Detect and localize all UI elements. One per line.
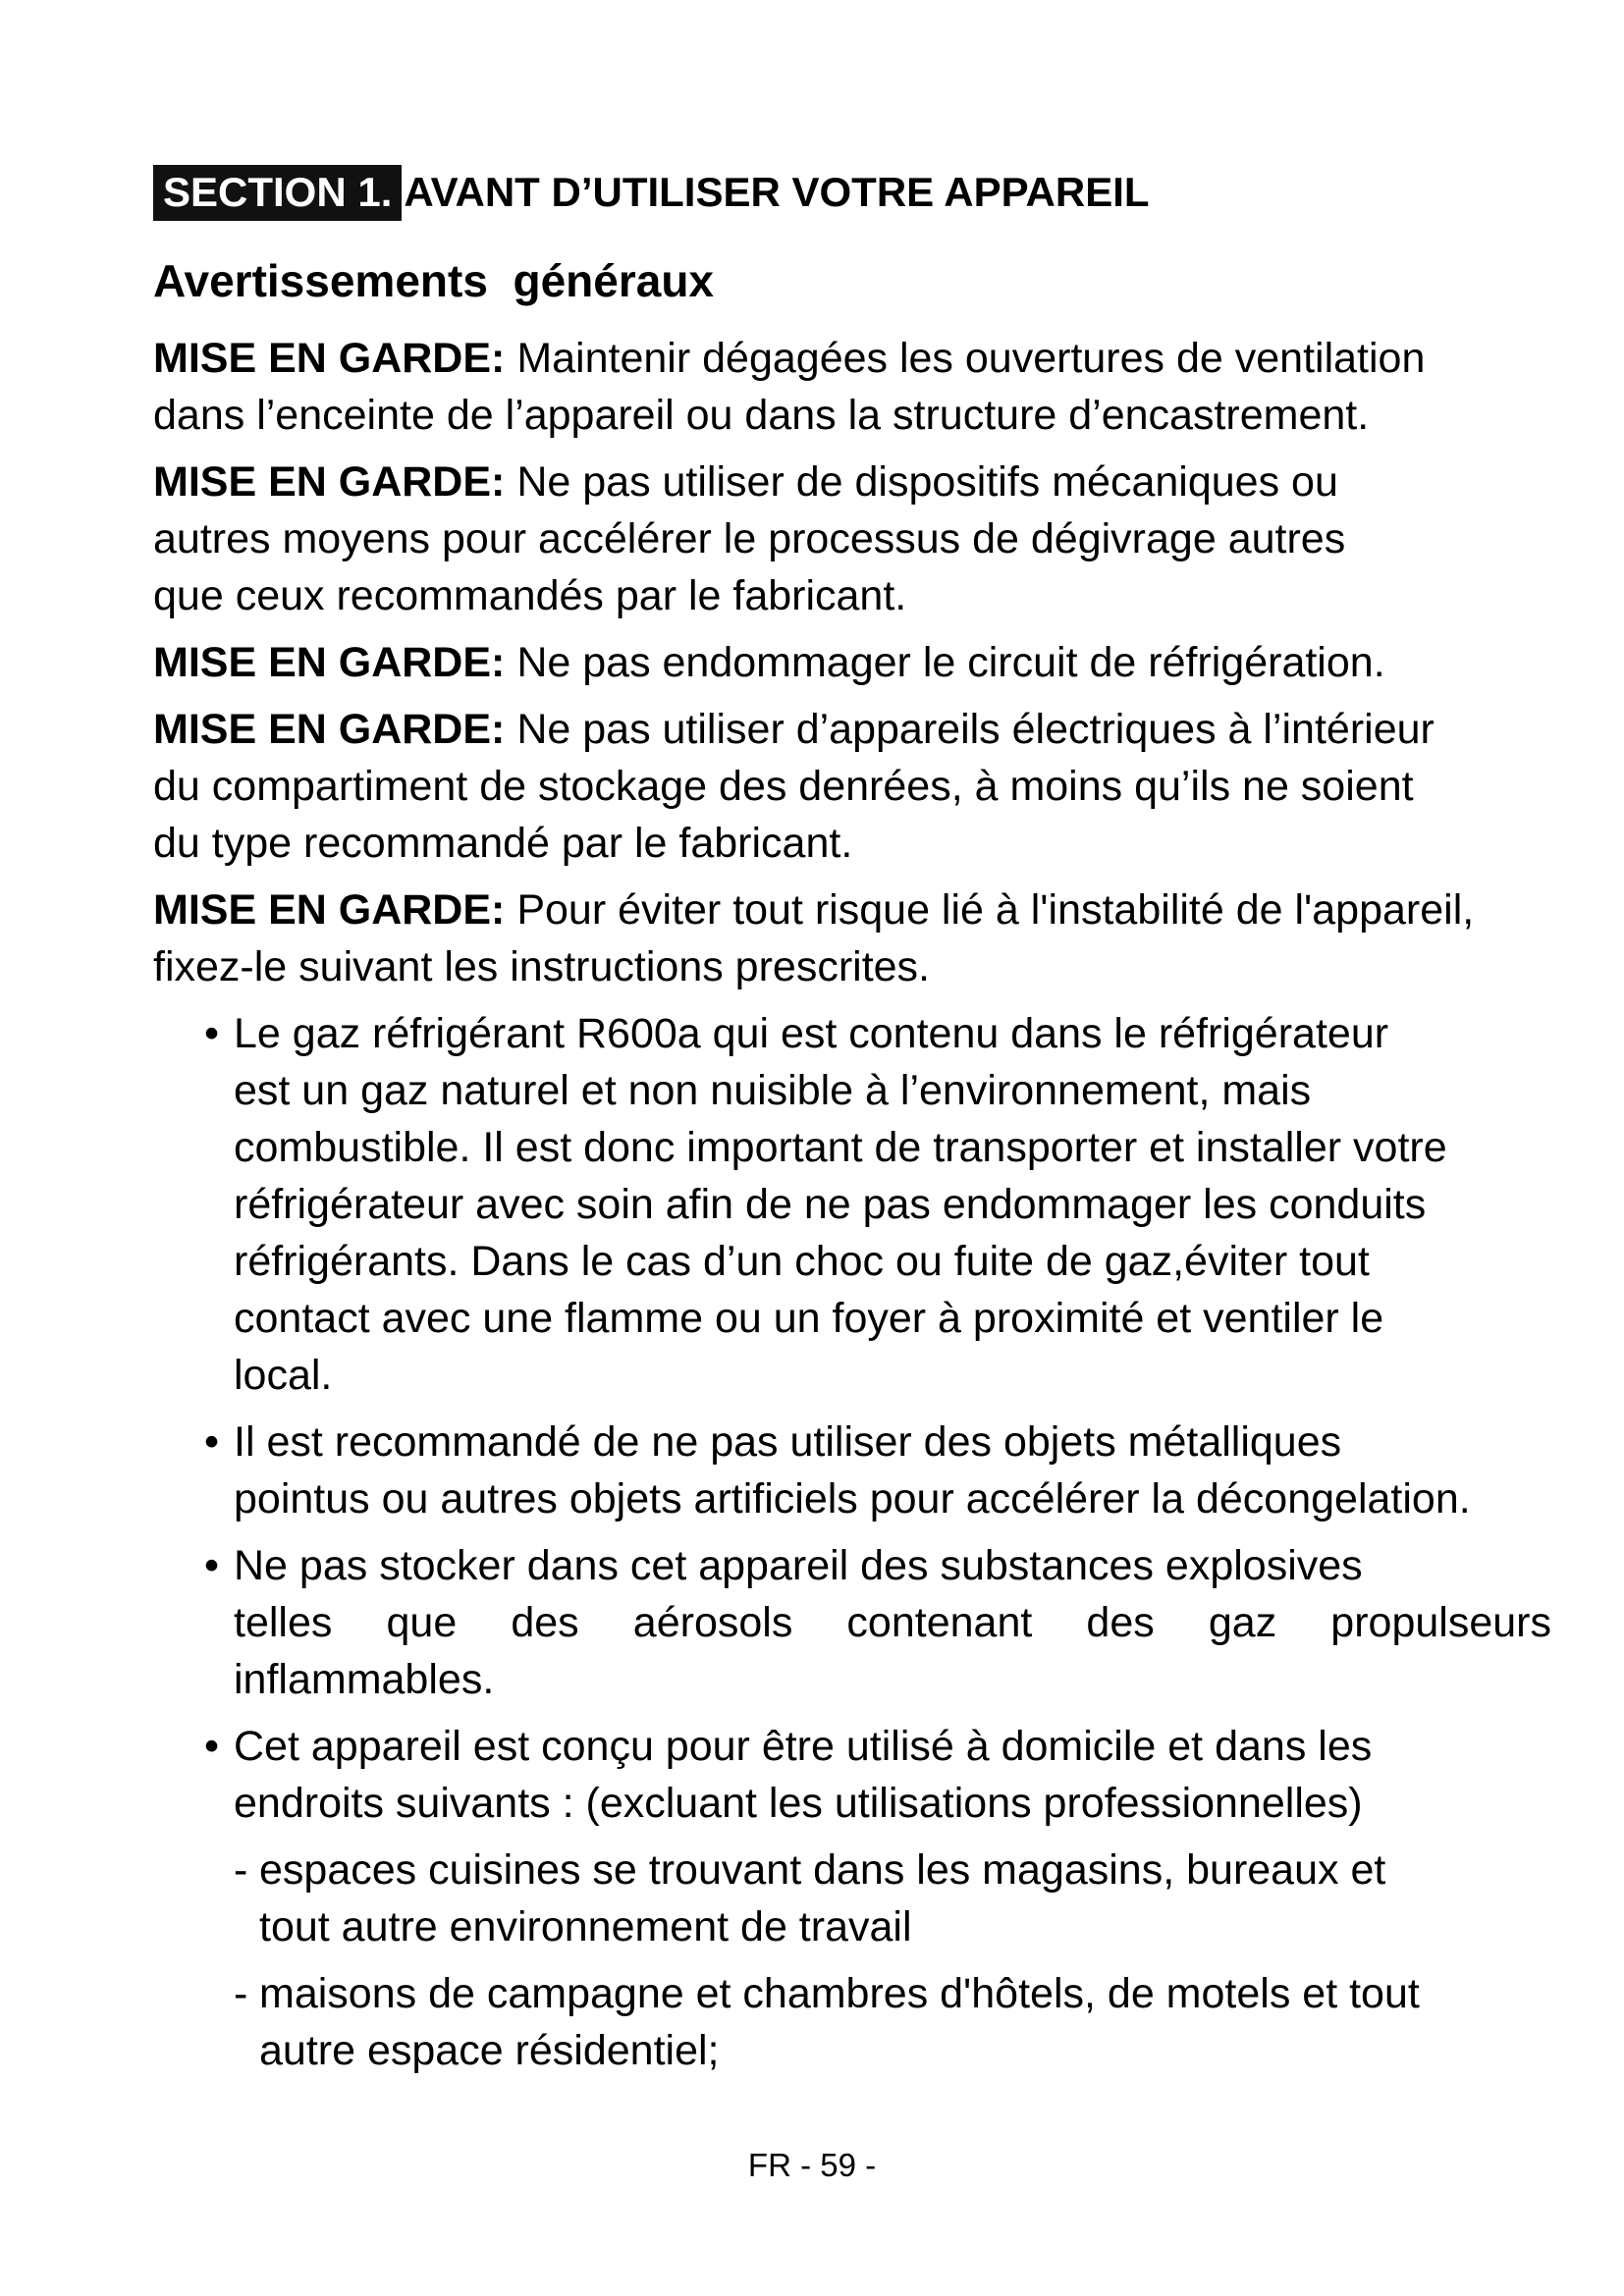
page-subtitle: Avertissements généraux: [153, 255, 715, 306]
list-item-line: inflammables.: [234, 1656, 495, 1703]
warning-paragraph: [153, 881, 1567, 995]
list-item-line: Cet appareil est conçu pour être utilisé à domicile et dans les: [234, 1723, 1373, 1770]
list-item-line: est un gaz naturel et non nuisible à l’environnement, mais: [234, 1067, 1312, 1114]
warning-text-line: fixez-le suivant les instructions prescrites.: [153, 943, 931, 990]
warning-paragraph: [153, 701, 1567, 872]
warning-text-line: Ne pas utiliser d’appareils électriques à l’intérieur: [505, 706, 1435, 753]
warning-paragraph: [153, 454, 1567, 624]
sub-list-item-line: autre espace résidentiel;: [259, 2027, 720, 2074]
page-number: FR - 59 -: [747, 2147, 877, 2183]
list-item-line: Ne pas stocker dans cet appareil des substances explosives: [234, 1542, 1363, 1589]
warning-label: MISE EN GARDE:: [153, 458, 506, 506]
sub-list-item: [153, 1842, 1567, 1955]
dash-marker: -: [234, 1970, 248, 2017]
warning-text-line: du type recommandé par le fabricant.: [153, 820, 853, 867]
warning-text-line: du compartiment de stockage des denrées, à moins qu’ils ne soient: [153, 763, 1414, 810]
list-item-line: combustible. Il est donc important de transporter et installer votre: [234, 1124, 1447, 1171]
warning-label: MISE EN GARDE:: [153, 639, 506, 686]
bullet-list: [153, 1005, 1567, 2079]
warning-text-line: Maintenir dégagées les ouvertures de ventilation: [505, 335, 1426, 382]
list-item-line: réfrigérateur avec soin afin de ne pas endommager les conduits: [234, 1181, 1427, 1228]
section-heading: [153, 165, 1567, 220]
bullet-icon: •: [204, 1010, 220, 1057]
warning-paragraph: [153, 634, 1567, 691]
bullet-icon: •: [204, 1723, 220, 1770]
sub-list-item-line: tout autre environnement de travail: [259, 1903, 912, 1950]
list-item-line: pointus ou autres objets artificiels pour accélérer la décongelation.: [234, 1475, 1471, 1522]
warning-label: MISE EN GARDE:: [153, 335, 506, 382]
section-number-badge: SECTION 1.: [153, 165, 402, 221]
bullet-icon: •: [204, 1542, 220, 1589]
warning-text-line: Ne pas utiliser de dispositifs mécaniques ou: [505, 458, 1338, 506]
warnings-list: [153, 330, 1567, 995]
list-item-line: réfrigérants. Dans le cas d’un choc ou fuite de gaz,éviter tout: [234, 1238, 1370, 1285]
list-item: [153, 1005, 1567, 1404]
list-item: [153, 1537, 1567, 1708]
section-title: AVANT D’UTILISER VOTRE APPAREIL: [404, 169, 1150, 215]
list-item-line: Le gaz réfrigérant R600a qui est contenu dans le réfrigérateur: [234, 1010, 1389, 1057]
warning-text-line: que ceux recommandés par le fabricant.: [153, 572, 907, 619]
warning-text-line: dans l’enceinte de l’appareil ou dans la structure d’encastrement.: [153, 392, 1370, 439]
list-item: [153, 1718, 1567, 1832]
list-item: [153, 1414, 1567, 1527]
warning-text-line: Ne pas endommager le circuit de réfrigération.: [505, 639, 1385, 686]
document-page: [153, 165, 1567, 2089]
list-item-line: telles que des aérosols contenant des gaz propulseurs: [234, 1599, 1551, 1646]
sub-list-item: [153, 1965, 1567, 2079]
bullet-icon: •: [204, 1418, 220, 1466]
list-item-line: Il est recommandé de ne pas utiliser des objets métalliques: [234, 1418, 1342, 1466]
warning-text-line: autres moyens pour accélérer le processus de dégivrage autres: [153, 515, 1346, 562]
list-item-line: endroits suivants : (excluant les utilisations professionnelles): [234, 1780, 1363, 1827]
warning-paragraph: [153, 330, 1567, 444]
warning-label: MISE EN GARDE:: [153, 886, 506, 934]
sub-list-item-line: maisons de campagne et chambres d'hôtels, de motels et tout: [259, 1970, 1420, 2017]
sub-list-item-line: espaces cuisines se trouvant dans les magasins, bureaux et: [259, 1846, 1386, 1894]
dash-marker: -: [234, 1846, 248, 1894]
warning-label: MISE EN GARDE:: [153, 706, 506, 753]
warning-text-line: Pour éviter tout risque lié à l'instabilité de l'appareil,: [505, 886, 1475, 934]
list-item-line: contact avec une flamme ou un foyer à proximité et ventiler le: [234, 1295, 1384, 1342]
list-item-line: local.: [234, 1352, 333, 1399]
